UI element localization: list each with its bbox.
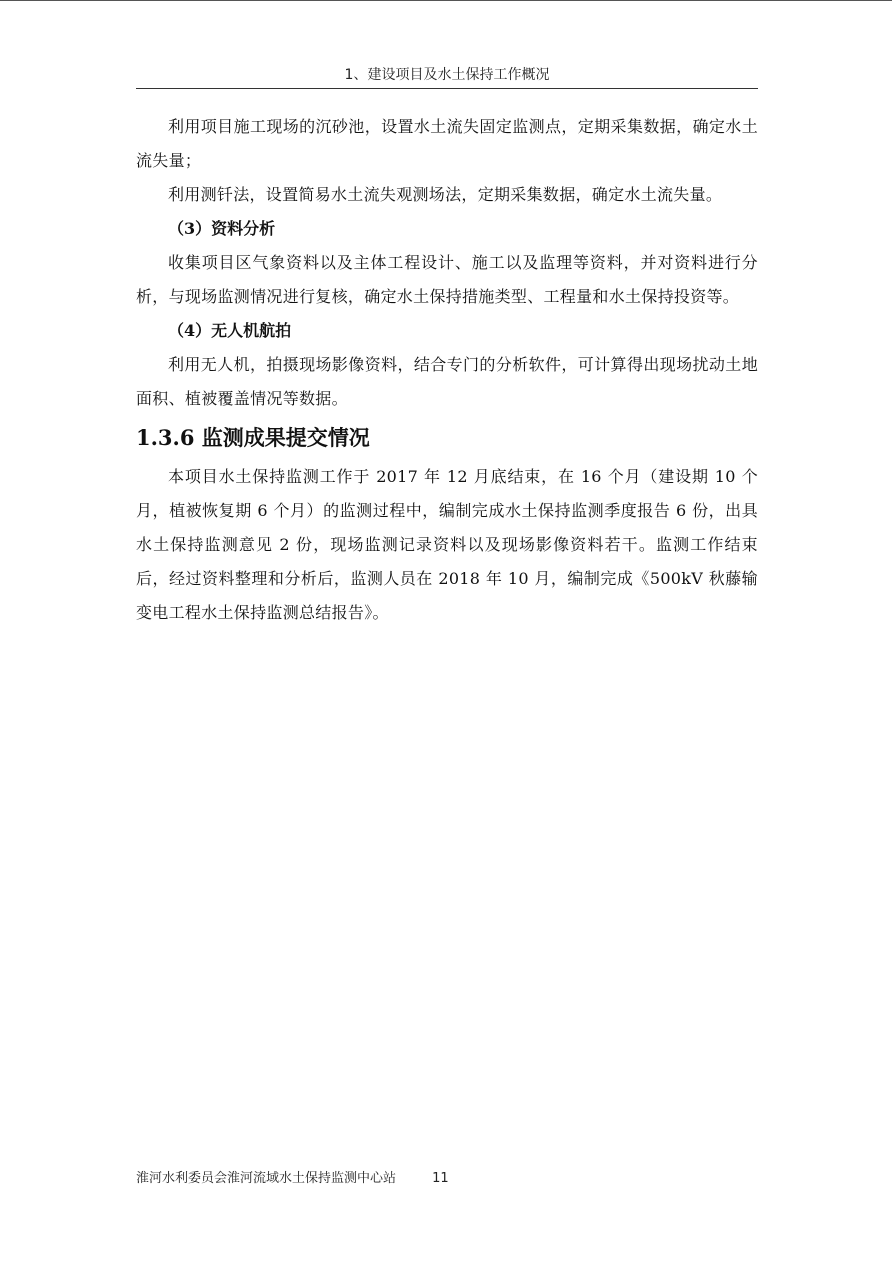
subheading-data-analysis: （3）资料分析 (168, 219, 276, 238)
paragraph-erosion-pin-method: 利用测钎法，设置简易水土流失观测场法，定期采集数据，确定水土流失量。 (168, 185, 723, 204)
page-footer (136, 1169, 449, 1189)
running-header: 1、建设项目及水土保持工作概况 (136, 64, 758, 89)
paragraph-monitoring-results: 本项目水土保持监测工作于 2017 年 12 月底结束，在 16 个月（建设期 10 个月，植被恢复期 6 个月）的监测过程中，编制完成水土保持监测季度报告 6 份，出具水土保持监测意见 2 份，现场监测记录资料以及现场影像资料若干。监测工作结束后，经过资料整理和分析后，监测人员在 2018 年 10 月，编制完成《500kV 秋藤输变电工程水土保持监测总结报告》。 (136, 467, 758, 622)
page-top-border (0, 0, 892, 1)
paragraph-sedimentation-pond: 利用项目施工现场的沉砂池，设置水土流失固定监测点，定期采集数据，确定水土流失量； (136, 117, 758, 170)
subheading-drone-aerial-photography: （4）无人机航拍 (168, 321, 292, 340)
footer-organization: 淮河水利委员会淮河流域水土保持监测中心站 (136, 1171, 397, 1186)
document-body (136, 110, 758, 630)
paragraph-data-analysis: 收集项目区气象资料以及主体工程设计、施工以及监理等资料，并对资料进行分析，与现场监测情况进行复核，确定水土保持措施类型、工程量和水土保持投资等。 (136, 253, 758, 306)
page-number: 11 (432, 1171, 449, 1186)
section-heading-monitoring-results: 1.3.6 监测成果提交情况 (136, 425, 370, 450)
paragraph-drone-aerial-photography: 利用无人机，拍摄现场影像资料，结合专门的分析软件，可计算得出现场扰动土地面积、植被覆盖情况等数据。 (136, 355, 758, 408)
